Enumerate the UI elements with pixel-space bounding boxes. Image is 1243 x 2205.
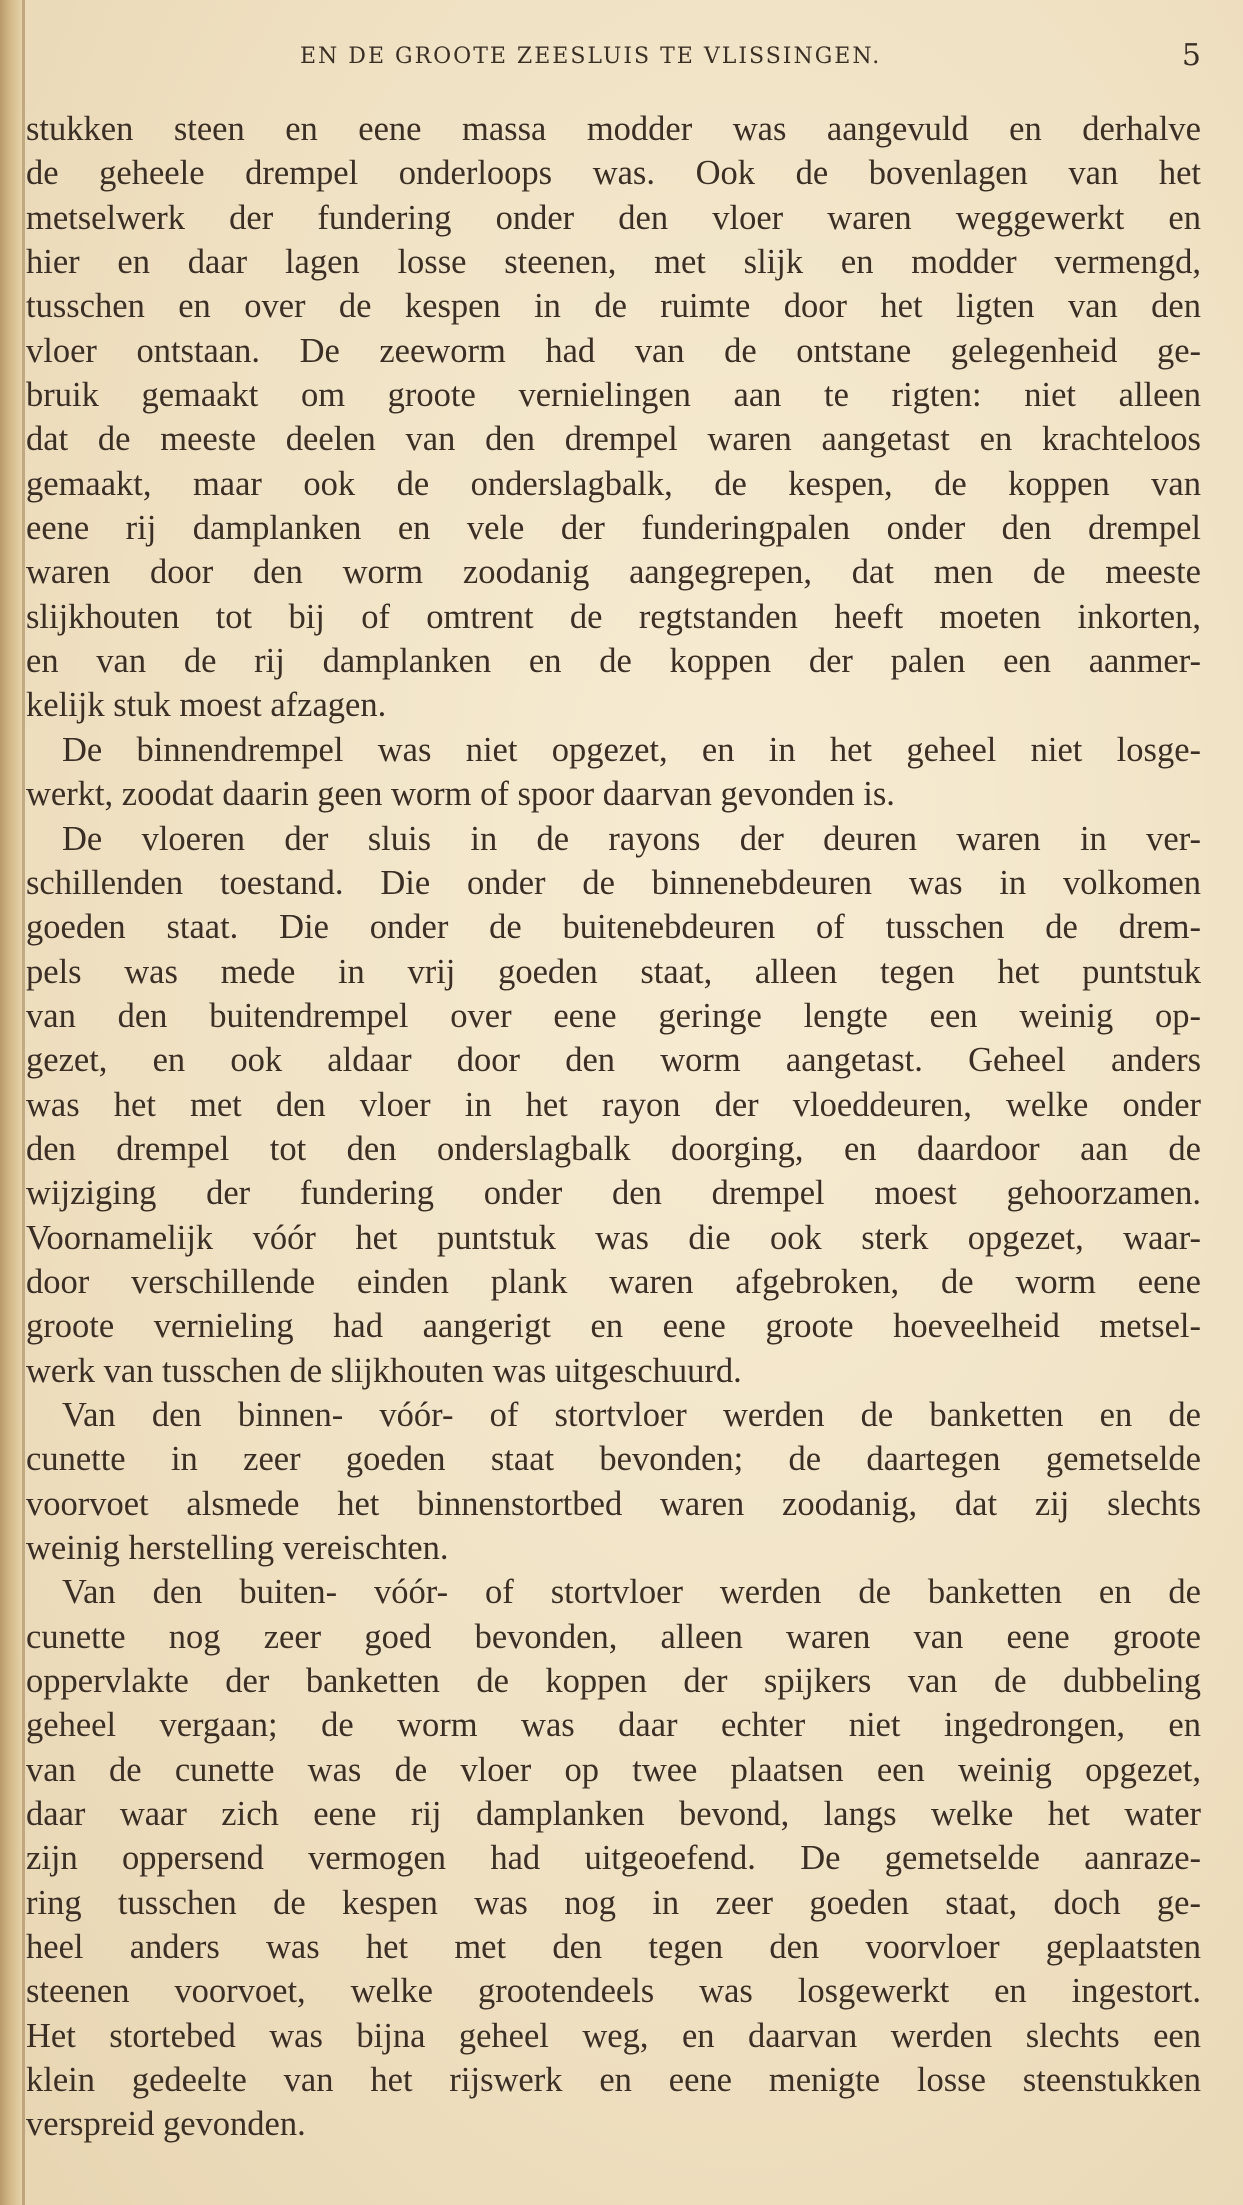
text-line: oppervlakte der banketten de koppen der spijkers van de dubbeling <box>26 1662 1201 1701</box>
text-line: stukken steen en eene massa modder was aangevuld en derhalve <box>26 110 1201 148</box>
text-line: voorvoet alsmede het binnenstortbed waren zoodanig, dat zij slechts <box>26 1484 1201 1523</box>
text-line: de geheele drempel onderloops was. Ook de bovenlagen van het <box>26 154 1201 193</box>
text-line: daar waar zich eene rij damplanken bevond, langs welke het water <box>26 1795 1201 1834</box>
text-line: eene rij damplanken en vele der funderingpalen onder den drempel <box>26 509 1201 548</box>
text-line: Van den binnen- vóór- of stortvloer werden de banketten en de <box>62 1395 1201 1434</box>
text-line: hier en daar lagen losse steenen, met slijk en modder vermengd, <box>26 243 1201 282</box>
text-line: van den buitendrempel over eene geringe lengte een weinig op- <box>26 996 1201 1035</box>
text-line: heel anders was het met den tegen den voorvloer geplaatsten <box>26 1928 1201 1967</box>
text-line: bruik gemaakt om groote vernielingen aan te rigten: niet alleen <box>26 376 1201 415</box>
text-line: waren door den worm zoodanig aangegrepen, dat men de meeste <box>26 553 1201 592</box>
text-line: De vloeren der sluis in de rayons der deuren waren in ver- <box>62 819 1201 858</box>
text-line: goeden staat. Die onder de buitenebdeuren of tusschen de drem- <box>26 908 1201 947</box>
body-text <box>26 107 1201 2147</box>
text-line: groote vernieling had aangerigt en eene groote hoeveelheid metsel- <box>26 1307 1201 1346</box>
text-line: slijkhouten tot bij of omtrent de regtstanden heeft moeten inkorten, <box>26 597 1201 636</box>
text-line: werk van tusschen de slijkhouten was uitgeschuurd. <box>26 1351 742 1390</box>
text-line: Het stortebed was bijna geheel weg, en daarvan werden slechts een <box>26 2016 1201 2055</box>
text-line: De binnendrempel was niet opgezet, en in het geheel niet losge- <box>62 730 1201 769</box>
text-line: cunette nog zeer goed bevonden, alleen waren van eene groote <box>26 1617 1201 1656</box>
book-spine-shadow <box>0 0 22 2205</box>
text-line: Van den buiten- vóór- of stortvloer werden de banketten en de <box>62 1573 1201 1612</box>
text-line: Voornamelijk vóór het puntstuk was die ook sterk opgezet, waar- <box>26 1218 1201 1257</box>
text-line: cunette in zeer goeden staat bevonden; de daartegen gemetselde <box>26 1440 1201 1479</box>
text-line: werkt, zoodat daarin geen worm of spoor daarvan gevonden is. <box>26 775 895 814</box>
text-line: en van de rij damplanken en de koppen der palen een aanmer- <box>26 642 1201 681</box>
text-line: dat de meeste deelen van den drempel waren aangetast en krachteloos <box>26 420 1201 459</box>
text-line: metselwerk der fundering onder den vloer waren weggewerkt en <box>26 198 1201 237</box>
text-line: pels was mede in vrij goeden staat, alleen tegen het puntstuk <box>26 952 1201 991</box>
text-line: door verschillende einden plank waren afgebroken, de worm eene <box>26 1262 1201 1301</box>
text-line: gezet, en ook aldaar door den worm aangetast. Geheel anders <box>26 1041 1201 1080</box>
text-line: geheel vergaan; de worm was daar echter niet ingedrongen, en <box>26 1706 1201 1745</box>
text-line: tusschen en over de kespen in de ruimte door het ligten van den <box>26 287 1201 326</box>
text-line: ring tusschen de kespen was nog in zeer goeden staat, doch ge- <box>26 1883 1201 1922</box>
text-line: gemaakt, maar ook de onderslagbalk, de kespen, de koppen van <box>26 464 1201 503</box>
text-line: wijziging der fundering onder den drempel moest gehoorzamen. <box>26 1174 1201 1213</box>
text-line: den drempel tot den onderslagbalk doorging, en daardoor aan de <box>26 1129 1201 1168</box>
text-line: weinig herstelling vereischten. <box>26 1529 449 1567</box>
text-line: vloer ontstaan. De zeeworm had van de ontstane gelegenheid ge- <box>26 331 1201 370</box>
text-line: was het met den vloer in het rayon der vloeddeuren, welke onder <box>26 1085 1201 1124</box>
text-line: kelijk stuk moest afzagen. <box>26 686 387 725</box>
text-line: zijn oppersend vermogen had uitgeoefend. De gemetselde aanraze- <box>26 1839 1201 1878</box>
text-line: verspreid gevonden. <box>26 2105 306 2144</box>
page-number: 5 <box>1181 38 1201 73</box>
text-line: van de cunette was de vloer op twee plaatsen een weinig opgezet, <box>26 1750 1201 1789</box>
text-line: steenen voorvoet, welke grootendeels was losgewerkt en ingestort. <box>26 1972 1201 2011</box>
text-line: klein gedeelte van het rijswerk en eene menigte losse steenstukken <box>26 2061 1201 2100</box>
running-head: EN DE GROOTE ZEESLUIS TE VLISSINGEN. <box>300 44 882 69</box>
text-line: schillenden toestand. Die onder de binnenebdeuren was in volkomen <box>26 863 1201 902</box>
binding-edge <box>22 0 25 2205</box>
